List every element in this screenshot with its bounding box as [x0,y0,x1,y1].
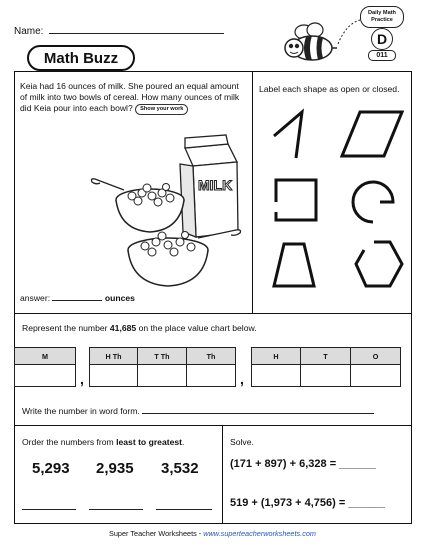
comma-separator: , [240,371,244,387]
place-value-group-ones [251,347,401,387]
problem-4-emphasis: least to greatest [116,437,183,447]
problem-4-text [22,437,184,448]
trapezoid-icon [274,244,314,286]
show-work-badge: Show your work [135,104,188,115]
pv-column [89,347,138,387]
name-label: Name: [14,26,44,37]
open-triangle-icon [274,112,302,158]
pv-header: M [15,348,75,365]
pv-header: H Th [90,348,137,365]
carton-label: MILK [198,177,233,193]
pv-cell[interactable] [138,365,186,386]
answer-blank[interactable] [52,293,102,301]
footer-link[interactable]: www.superteacherworksheets.com [203,529,316,538]
milk-carton-icon [180,135,238,237]
problem-1-answer [20,293,135,304]
pv-column [301,347,351,387]
pv-header: H [252,348,300,365]
pv-column [251,347,301,387]
problem-3-after: on the place value chart below. [136,323,257,333]
order-answer-blank[interactable] [89,509,143,510]
problem-3-text [22,323,257,334]
name-field[interactable] [49,24,224,34]
problem-3-before: Represent the number [22,323,110,333]
divider-bottom-vertical [222,425,223,524]
pv-header: O [351,348,400,365]
divider-row-1 [14,313,412,314]
badge-line-1: Daily Math [368,10,396,16]
equation-2: 519 + (1,973 + 4,756) = ______ [230,497,386,509]
bee-mascot-icon [282,18,342,68]
divider-top-vertical [252,71,253,313]
pv-header: T [301,348,350,365]
problem-4-after: . [182,437,185,447]
shapes-grid [262,104,410,304]
footer [0,529,425,538]
number-to-order: 2,935 [96,460,134,477]
pv-cell[interactable] [301,365,350,386]
cereal-and-milk-illustration [90,130,248,290]
pv-cell[interactable] [187,365,235,386]
problem-1-text [20,81,248,115]
number-to-order: 3,532 [161,460,199,477]
daily-math-badge [360,6,404,28]
equation-1: (171 + 897) + 6,328 = ______ [230,458,376,470]
number-to-order: 5,293 [32,460,70,477]
pv-cell[interactable] [90,365,137,386]
divider-row-2 [14,425,412,426]
pv-column [351,347,401,387]
level-letter: D [371,28,393,50]
open-square-icon [276,180,316,220]
badge-line-2: Practice [371,17,393,23]
place-value-group-millions [14,347,76,387]
word-form-row [22,406,374,417]
pv-cell[interactable] [252,365,300,386]
problem-4-before: Order the numbers from [22,437,117,447]
footer-text: Super Teacher Worksheets - [109,529,204,538]
pv-header: Th [187,348,235,365]
parallelogram-icon [342,112,402,156]
cereal-bowl-icon [128,230,241,286]
place-value-group-thousands [89,347,236,387]
pv-column [138,347,187,387]
word-form-blank[interactable] [142,406,374,414]
pv-column [14,347,76,387]
problem-5-label: Solve. [230,437,254,447]
problem-1-question: Keia had 16 ounces of milk. She poured an equal amount of milk into two bowls of cereal. How many ounces of milk did Keia pour into each bowl? [20,81,240,114]
worksheet-title: Math Buzz [27,45,135,71]
pv-cell[interactable] [15,365,75,386]
problem-2-text: Label each shape as open or closed. [259,84,400,94]
pv-cell[interactable] [351,365,400,386]
pv-header: T Th [138,348,186,365]
word-form-label: Write the number in word form. [22,406,140,416]
order-answer-blank[interactable] [156,509,212,510]
order-answer-blank[interactable] [22,509,76,510]
worksheet-number: 011 [368,50,396,61]
problem-3-number: 41,685 [109,323,137,333]
comma-separator: , [80,371,84,387]
answer-unit: ounces [104,293,135,303]
open-circle-icon [353,182,393,222]
answer-label: answer: [20,293,51,303]
pv-column [187,347,236,387]
name-row [14,24,224,37]
cereal-bowl-icon [91,179,184,232]
open-hexagon-icon [356,242,402,286]
